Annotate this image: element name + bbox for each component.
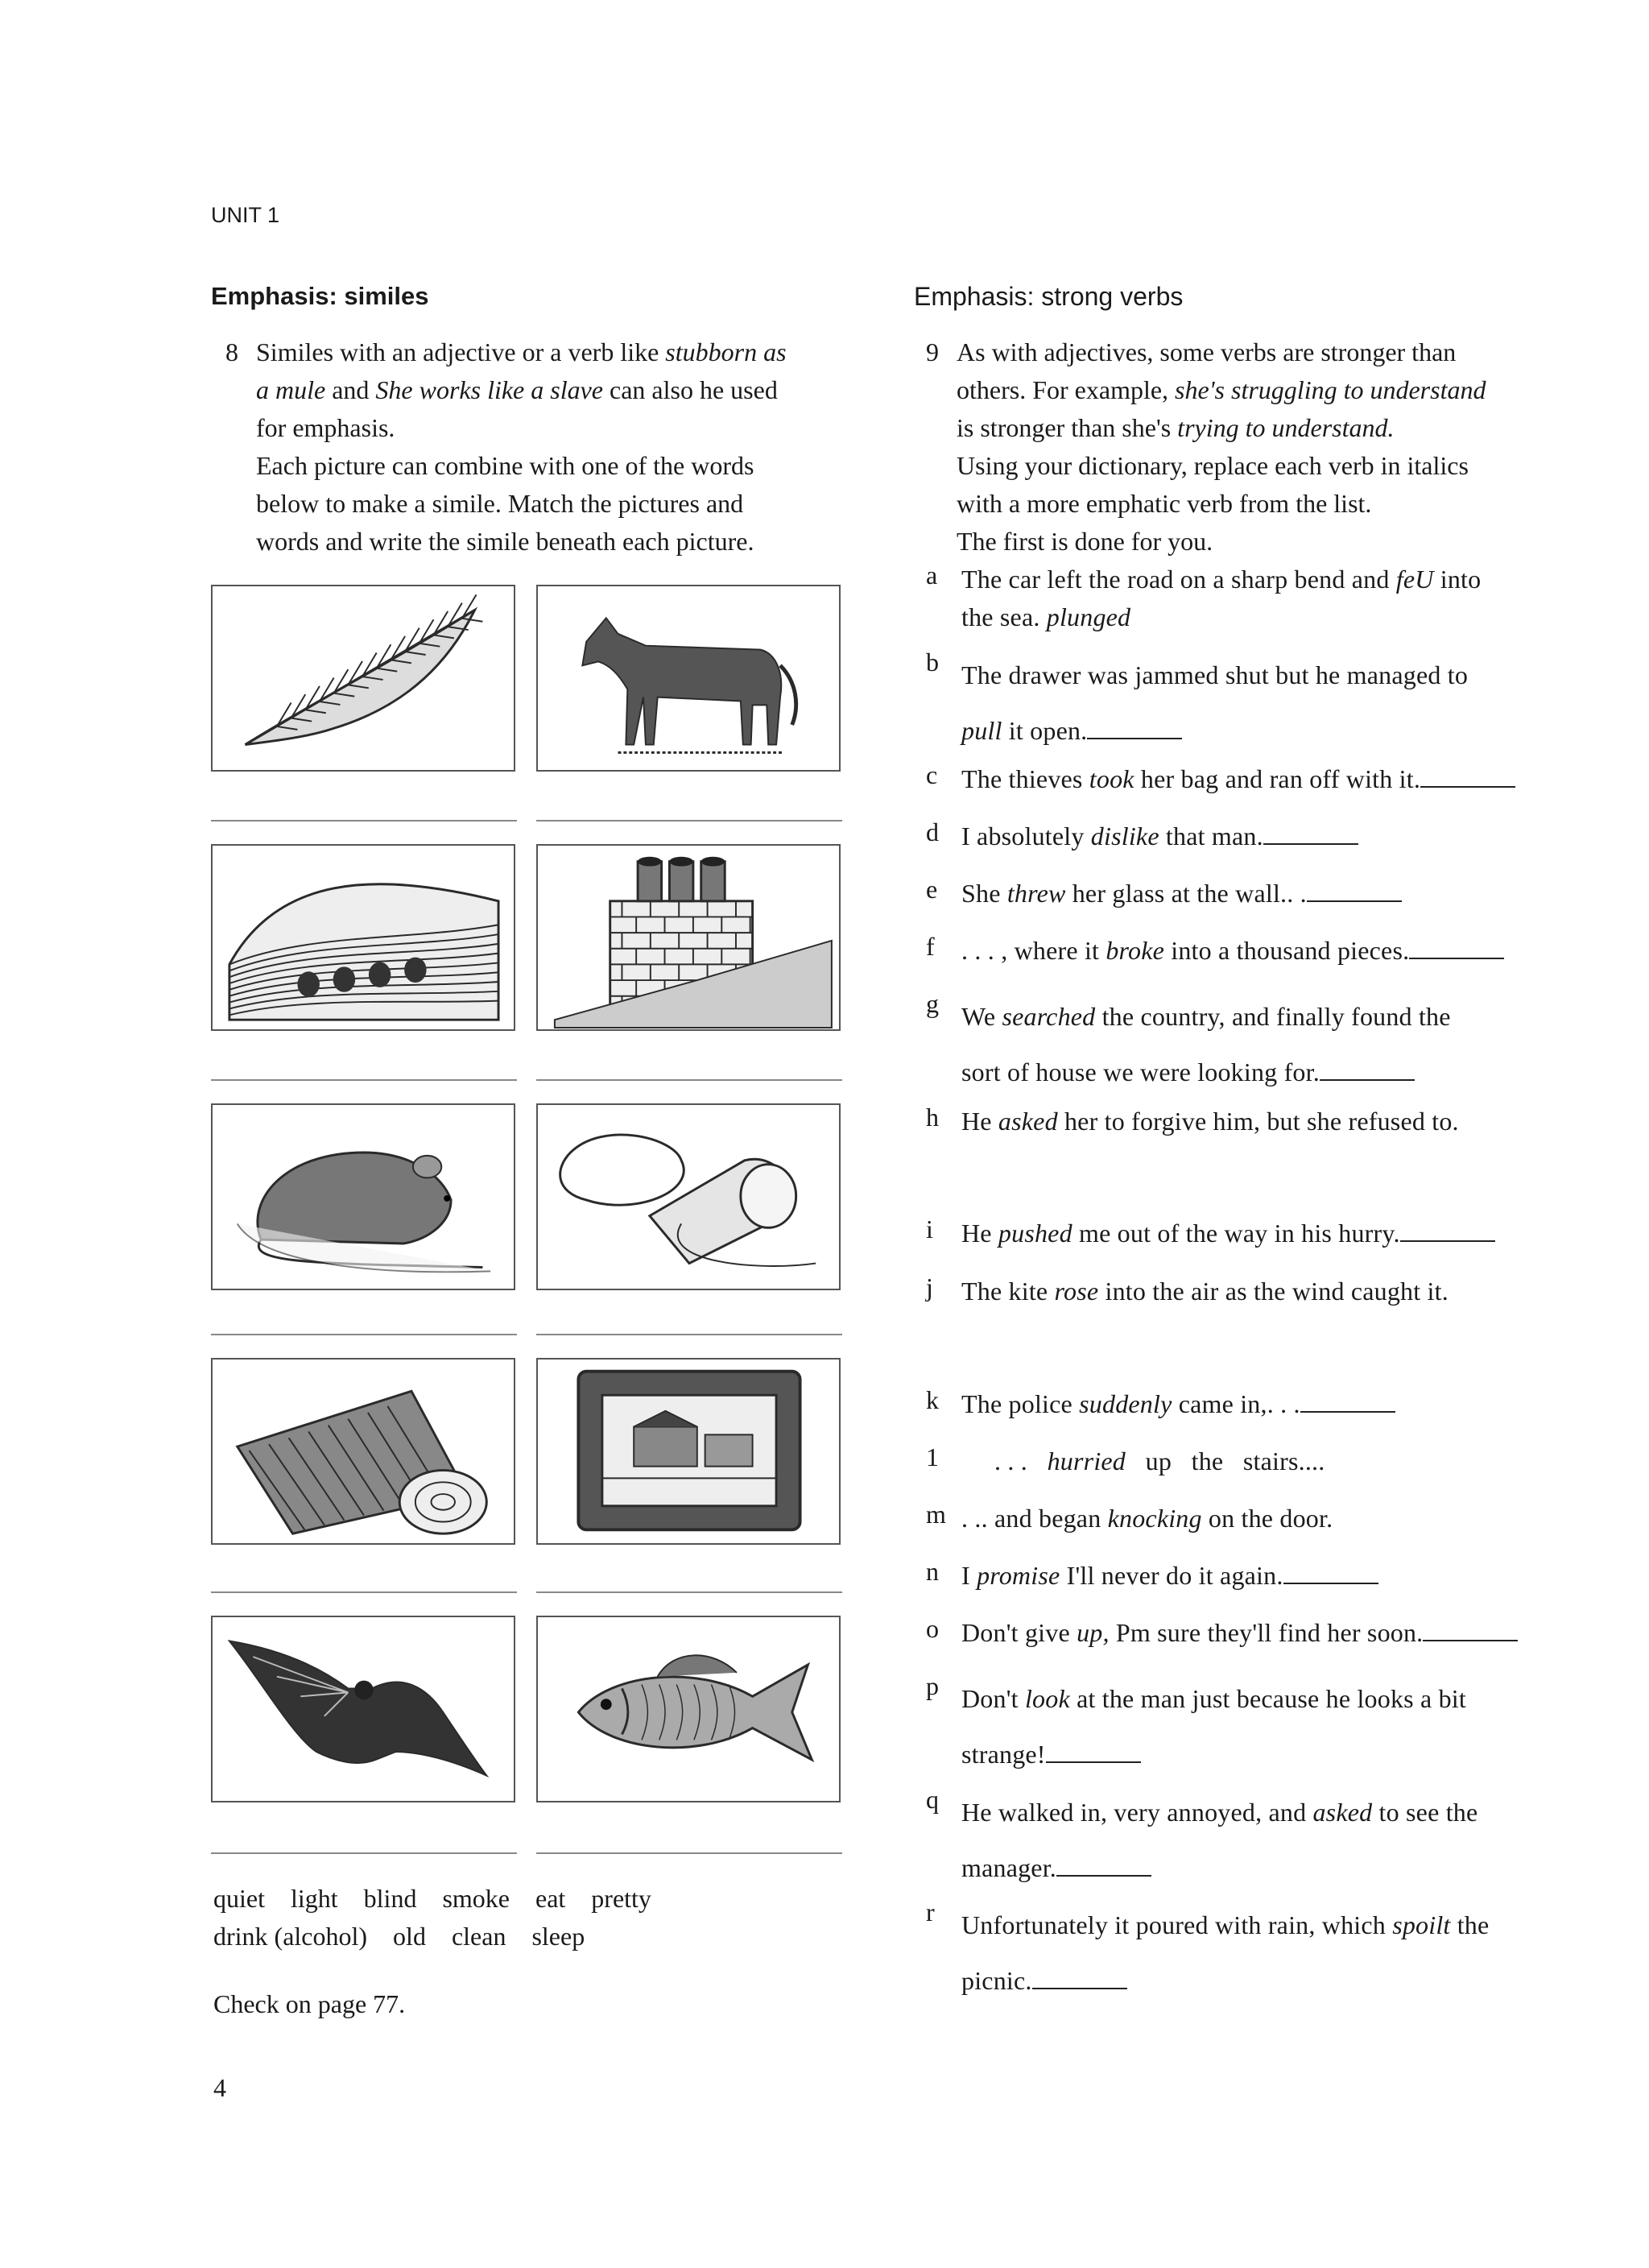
simile-picture xyxy=(211,844,515,1031)
simile-answer-line[interactable] xyxy=(211,1334,517,1335)
text-line xyxy=(961,1785,1562,1840)
word-bank-word: eat xyxy=(535,1884,566,1913)
italic-word: stubborn as xyxy=(665,337,787,366)
text-line xyxy=(256,371,853,409)
simile-answer-line[interactable] xyxy=(536,1079,842,1081)
text-line xyxy=(256,485,853,523)
verb-item xyxy=(926,1215,1562,1252)
text-line xyxy=(957,333,1546,371)
verb-item xyxy=(926,760,1562,798)
text-line xyxy=(961,989,1562,1045)
text-line xyxy=(256,333,853,371)
text-run: her bag and ran off with it. xyxy=(1134,764,1421,793)
answer-blank[interactable] xyxy=(1423,1620,1518,1641)
item-letter: i xyxy=(926,1215,934,1244)
log-icon xyxy=(213,1360,514,1543)
strong-verbs-heading: Emphasis: strong verbs xyxy=(914,282,1184,311)
item-letter: j xyxy=(926,1273,934,1302)
word-bank-word: drink (alcohol) xyxy=(213,1922,368,1951)
whistle-icon xyxy=(538,1105,839,1289)
text-run: and xyxy=(325,375,376,404)
verb-item xyxy=(926,932,1562,970)
italic-word: up, xyxy=(1077,1618,1110,1647)
text-run: with a more emphatic verb from the list. xyxy=(957,489,1372,518)
text-line xyxy=(957,447,1546,485)
word-bank-word: clean xyxy=(451,1922,506,1951)
text-line xyxy=(957,409,1546,447)
item-letter: r xyxy=(926,1898,935,1927)
italic-word: promise xyxy=(977,1561,1060,1590)
text-line xyxy=(961,703,1562,759)
italic-word: trying to understand. xyxy=(1177,413,1395,442)
text-run: As with adjectives, some verbs are stronger than xyxy=(957,337,1457,366)
item-letter: c xyxy=(926,760,938,789)
text-run: . . . xyxy=(961,1446,1048,1475)
word-bank-word: quiet xyxy=(213,1884,265,1913)
item-text xyxy=(961,1898,1562,2009)
text-line xyxy=(256,409,853,447)
item-letter: q xyxy=(926,1785,940,1814)
text-run: can also he used xyxy=(603,375,778,404)
exercise-number: 8 xyxy=(225,337,238,366)
item-text xyxy=(961,760,1562,798)
answer-blank[interactable] xyxy=(1409,938,1504,959)
text-run: Using your dictionary, replace each verb in italics xyxy=(957,451,1469,480)
fish-icon xyxy=(538,1617,839,1801)
text-run: the sea. xyxy=(961,602,1047,631)
simile-picture xyxy=(536,844,841,1031)
text-run: I xyxy=(961,1561,977,1590)
text-run: We xyxy=(961,1002,1002,1031)
text-run: Don't give xyxy=(961,1618,1077,1647)
italic-word: She works like a slave xyxy=(375,375,603,404)
italic-word: a mule xyxy=(256,375,326,404)
item-letter: g xyxy=(926,989,940,1018)
text-line xyxy=(961,1442,1562,1480)
verb-item xyxy=(926,1442,1562,1480)
exercise-number: 9 xyxy=(926,337,939,366)
verb-item xyxy=(926,989,1562,1100)
text-run: Pm sure they'll find her soon. xyxy=(1109,1618,1424,1647)
exercise-8-instructions xyxy=(225,333,853,561)
similes-heading: Emphasis: similes xyxy=(211,282,429,310)
item-letter: a xyxy=(926,561,938,590)
feather-icon xyxy=(213,586,514,770)
text-line xyxy=(961,1953,1562,2009)
text-run: on the door. xyxy=(1201,1504,1333,1533)
text-line xyxy=(961,1045,1562,1100)
text-line xyxy=(961,1273,1562,1310)
mouse-icon xyxy=(213,1105,514,1289)
answer-blank[interactable] xyxy=(1283,1563,1378,1584)
italic-word: feU xyxy=(1395,565,1434,594)
text-line xyxy=(961,1385,1562,1423)
text-run: me out of the way in his hurry. xyxy=(1072,1219,1400,1248)
italic-word: knocking xyxy=(1107,1504,1202,1533)
framed-picture-icon xyxy=(538,1360,839,1543)
answer-blank[interactable] xyxy=(1263,824,1358,845)
exercise-9-instructions xyxy=(926,333,1546,561)
text-run: Similes with an adjective or a verb like xyxy=(256,337,666,366)
text-run: He xyxy=(961,1107,998,1136)
simile-answer-line[interactable] xyxy=(211,820,517,822)
text-run: into a thousand pieces. xyxy=(1164,936,1410,965)
italic-word: dislike xyxy=(1090,822,1159,850)
text-run: others. For example, xyxy=(957,375,1176,404)
text-run: strange! xyxy=(961,1740,1046,1769)
text-run: at the man just because he looks a bit xyxy=(1069,1684,1466,1713)
exercise-8-text xyxy=(256,333,853,561)
item-text xyxy=(961,1557,1562,1595)
item-text xyxy=(961,989,1562,1100)
simile-answer-line[interactable] xyxy=(536,1591,842,1593)
text-run: sort of house we were looking for. xyxy=(961,1057,1320,1086)
simile-answer-line[interactable] xyxy=(536,1852,842,1854)
italic-word: asked xyxy=(1312,1798,1373,1827)
item-text xyxy=(961,817,1562,855)
item-letter: 1 xyxy=(926,1442,940,1471)
text-run: is stronger than she's xyxy=(957,413,1178,442)
text-line xyxy=(961,1557,1562,1595)
answer-blank[interactable] xyxy=(1056,1856,1151,1877)
text-run: . .. and began xyxy=(961,1504,1108,1533)
simile-picture xyxy=(211,585,515,772)
text-run: The first is done for you. xyxy=(957,527,1213,556)
text-run: words and write the simile beneath each picture. xyxy=(256,527,754,556)
item-letter: p xyxy=(926,1671,940,1700)
text-line xyxy=(961,598,1562,636)
word-bank-word: light xyxy=(290,1884,338,1913)
italic-word: pushed xyxy=(998,1219,1072,1248)
text-run: The drawer was jammed shut but he managed to xyxy=(961,660,1469,689)
verb-item xyxy=(926,1103,1562,1140)
text-run: the country, and finally found the xyxy=(1095,1002,1451,1031)
word-bank-word: smoke xyxy=(442,1884,510,1913)
item-text xyxy=(961,561,1562,636)
italic-word: plunged xyxy=(1046,602,1131,631)
verb-item xyxy=(926,561,1562,636)
simile-picture xyxy=(211,1103,515,1290)
text-run: into xyxy=(1433,565,1482,594)
text-run: for emphasis. xyxy=(256,413,395,442)
text-run: her glass at the wall.. . xyxy=(1065,879,1307,908)
verb-item xyxy=(926,1898,1562,2009)
text-line xyxy=(961,648,1562,703)
text-line xyxy=(961,932,1562,970)
item-letter: b xyxy=(926,648,940,677)
simile-picture xyxy=(211,1358,515,1545)
word-bank-row xyxy=(213,1880,677,1918)
text-run: picnic. xyxy=(961,1966,1032,1995)
item-text xyxy=(961,1442,1562,1480)
verb-item xyxy=(926,648,1562,759)
text-run: I'll never do it again. xyxy=(1060,1561,1283,1590)
text-run: manager. xyxy=(961,1853,1056,1882)
hills-fields-icon xyxy=(213,846,514,1029)
item-text xyxy=(961,1215,1562,1252)
italic-word: threw xyxy=(1006,879,1066,908)
italic-word: asked xyxy=(998,1107,1058,1136)
item-text xyxy=(961,1273,1562,1310)
text-line xyxy=(961,1840,1562,1896)
text-run: up the stairs.... xyxy=(1126,1446,1325,1475)
text-line xyxy=(961,561,1562,598)
item-text xyxy=(961,1671,1562,1782)
text-line xyxy=(961,760,1562,798)
answer-blank[interactable] xyxy=(1046,1742,1141,1763)
text-run: The police xyxy=(961,1389,1080,1418)
simile-picture xyxy=(536,1103,841,1290)
bat-icon xyxy=(213,1617,514,1801)
verb-item xyxy=(926,1273,1562,1310)
text-run: that man. xyxy=(1159,822,1263,850)
text-run: Don't xyxy=(961,1684,1025,1713)
item-letter: n xyxy=(926,1557,940,1586)
item-letter: m xyxy=(926,1500,947,1529)
unit-label: UNIT 1 xyxy=(211,203,280,227)
item-text xyxy=(961,648,1562,759)
verb-item xyxy=(926,1671,1562,1782)
text-line xyxy=(957,523,1546,561)
italic-word: rose xyxy=(1054,1277,1099,1306)
text-line xyxy=(961,1727,1562,1782)
text-run: She xyxy=(961,879,1007,908)
italic-word: pull xyxy=(961,716,1002,745)
text-run: below to make a simile. Match the pictures and xyxy=(256,489,744,518)
simile-answer-line[interactable] xyxy=(211,1079,517,1081)
simile-picture xyxy=(536,585,841,772)
simile-answer-line[interactable] xyxy=(211,1591,517,1593)
answer-blank[interactable] xyxy=(1300,1392,1395,1413)
text-line xyxy=(961,1500,1562,1538)
text-run: to see the xyxy=(1372,1798,1478,1827)
answer-blank[interactable] xyxy=(1032,1968,1127,1989)
simile-answer-line[interactable] xyxy=(536,1334,842,1335)
italic-word: suddenly xyxy=(1079,1389,1172,1418)
verb-item xyxy=(926,1500,1562,1538)
chimney-icon xyxy=(538,846,839,1029)
answer-blank[interactable] xyxy=(1087,718,1182,739)
word-bank-word: pretty xyxy=(591,1884,651,1913)
text-run: The kite xyxy=(961,1277,1055,1306)
item-letter: f xyxy=(926,932,935,961)
italic-word: hurried xyxy=(1047,1446,1126,1475)
text-run: the xyxy=(1450,1910,1490,1939)
text-line xyxy=(961,1671,1562,1727)
simile-answer-line[interactable] xyxy=(211,1852,517,1854)
text-run: He xyxy=(961,1219,998,1248)
text-line xyxy=(961,817,1562,855)
simile-picture xyxy=(211,1616,515,1802)
text-run: her to forgive him, but she refused to. xyxy=(1057,1107,1459,1136)
text-run: I absolutely xyxy=(961,822,1091,850)
item-letter: d xyxy=(926,817,940,846)
text-line xyxy=(961,1215,1562,1252)
text-run: . . . , where it xyxy=(961,936,1106,965)
item-text xyxy=(961,1614,1562,1652)
text-line xyxy=(961,1614,1562,1652)
simile-picture xyxy=(536,1358,841,1545)
text-line xyxy=(957,485,1546,523)
text-run: into the air as the wind caught it. xyxy=(1098,1277,1449,1306)
item-letter: h xyxy=(926,1103,940,1132)
text-run: came in,. . . xyxy=(1172,1389,1300,1418)
word-bank-word: old xyxy=(393,1922,426,1951)
text-run: The thieves xyxy=(961,764,1089,793)
item-letter: e xyxy=(926,875,938,904)
exercise-9-text xyxy=(957,333,1546,561)
word-bank-row xyxy=(213,1918,677,1956)
item-letter: k xyxy=(926,1385,940,1414)
verb-item xyxy=(926,1557,1562,1595)
text-line xyxy=(957,371,1546,409)
item-text xyxy=(961,1103,1562,1140)
text-line xyxy=(256,447,853,485)
answer-blank[interactable] xyxy=(1420,767,1515,788)
item-text xyxy=(961,932,1562,970)
answer-blank[interactable] xyxy=(1307,881,1402,902)
verb-item xyxy=(926,1614,1562,1652)
text-run: The car left the road on a sharp bend and xyxy=(961,565,1396,594)
answer-blank[interactable] xyxy=(1400,1221,1495,1242)
item-text xyxy=(961,1385,1562,1423)
check-note: Check on page 77. xyxy=(213,1989,406,2018)
simile-picture xyxy=(536,1616,841,1802)
text-run: it open. xyxy=(1002,716,1088,745)
italic-word: spoilt xyxy=(1392,1910,1451,1939)
italic-word: broke xyxy=(1106,936,1165,965)
text-line xyxy=(256,523,853,561)
text-line xyxy=(961,1103,1562,1140)
item-text xyxy=(961,875,1562,913)
italic-word: searched xyxy=(1002,1002,1096,1031)
italic-word: took xyxy=(1089,764,1134,793)
text-run: Unfortunately it poured with rain, which xyxy=(961,1910,1393,1939)
simile-answer-line[interactable] xyxy=(536,820,842,822)
answer-blank[interactable] xyxy=(1320,1060,1415,1081)
verb-item xyxy=(926,1385,1562,1423)
text-run: He walked in, very annoyed, and xyxy=(961,1798,1313,1827)
verb-item xyxy=(926,1785,1562,1896)
text-line xyxy=(961,875,1562,913)
horse-icon xyxy=(538,586,839,770)
word-bank-word: blind xyxy=(363,1884,417,1913)
page-number: 4 xyxy=(213,2073,226,2102)
item-letter: o xyxy=(926,1614,940,1643)
text-line xyxy=(961,1898,1562,1953)
word-bank-word: sleep xyxy=(531,1922,585,1951)
italic-word: look xyxy=(1024,1684,1070,1713)
item-text xyxy=(961,1785,1562,1896)
text-run: Each picture can combine with one of the words xyxy=(256,451,754,480)
italic-word: she's struggling to understand xyxy=(1175,375,1486,404)
verb-item xyxy=(926,817,1562,855)
verb-item xyxy=(926,875,1562,913)
word-bank xyxy=(213,1880,677,1956)
item-text xyxy=(961,1500,1562,1538)
